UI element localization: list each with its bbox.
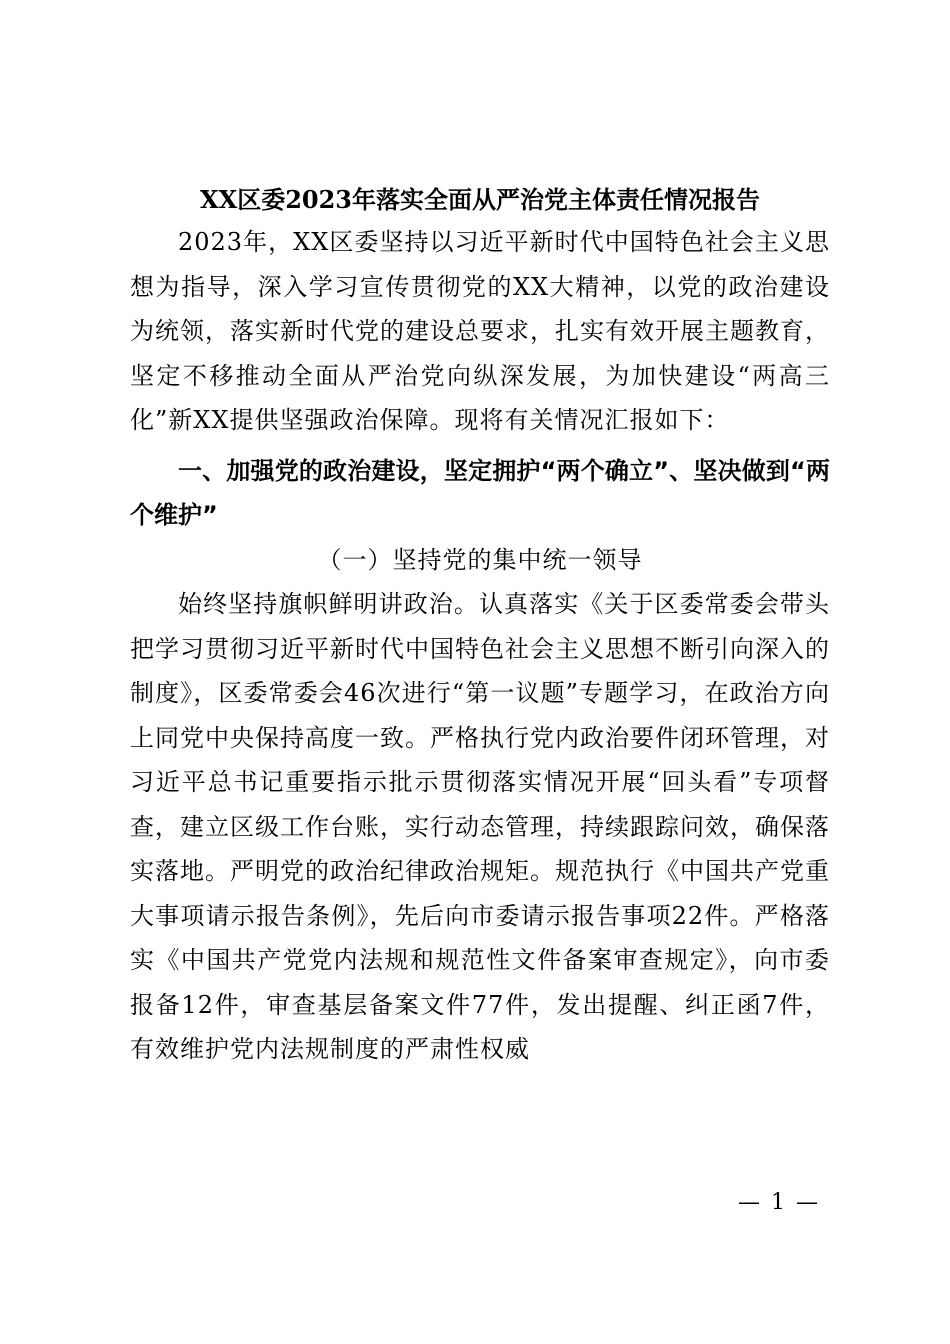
document-page — [130, 180, 830, 1072]
intro-paragraph: 2023年，XX区委坚持以习近平新时代中国特色社会主义思想为指导，深入学习宣传贯彻党的XX大精神，以党的政治建设为统领，落实新时代党的建设总要求，扎实有效开展主题教育，坚定不移推动全面从严治党向纵深发展，为加快建设“两高三化”新XX提供坚强政治保障。现将有关情况汇报如下： — [130, 228, 830, 434]
document-title: XX区委2023年落实全面从严治党主体责任情况报告 — [199, 185, 761, 214]
body-paragraph: 始终坚持旗帜鲜明讲政治。认真落实《关于区委常委会带头把学习贯彻习近平新时代中国特色社会主义思想不断引向深入的制度》，区委常委会46次进行“第一议题”专题学习，在政治方向上同党中央保持高度一致。严格执行党内政治要件闭环管理，对习近平总书记重要指示批示贯彻落实情况开展“回头看”专项督查，建立区级工作台账，实行动态管理，持续跟踪问效，确保落实落地。严明党的政治纪律政治规矩。规范执行《中国共产党重大事项请示报告条例》，先后向市委请示报告事项22件。严格落实《中国共产党党内法规和规范性文件备案审查规定》，向市委报备12件，审查基层备案文件77件，发出提醒、纠正函7件，有效维护党内法规制度的严肃性权威 — [130, 590, 830, 1063]
page-number: — 1 — — [738, 1190, 820, 1215]
section-heading: 一、加强党的政治建设，坚定拥护“两个确立”、坚决做到“两个维护” — [130, 456, 830, 529]
subsection-heading: （一）坚持党的集中统一领导 — [317, 545, 643, 574]
